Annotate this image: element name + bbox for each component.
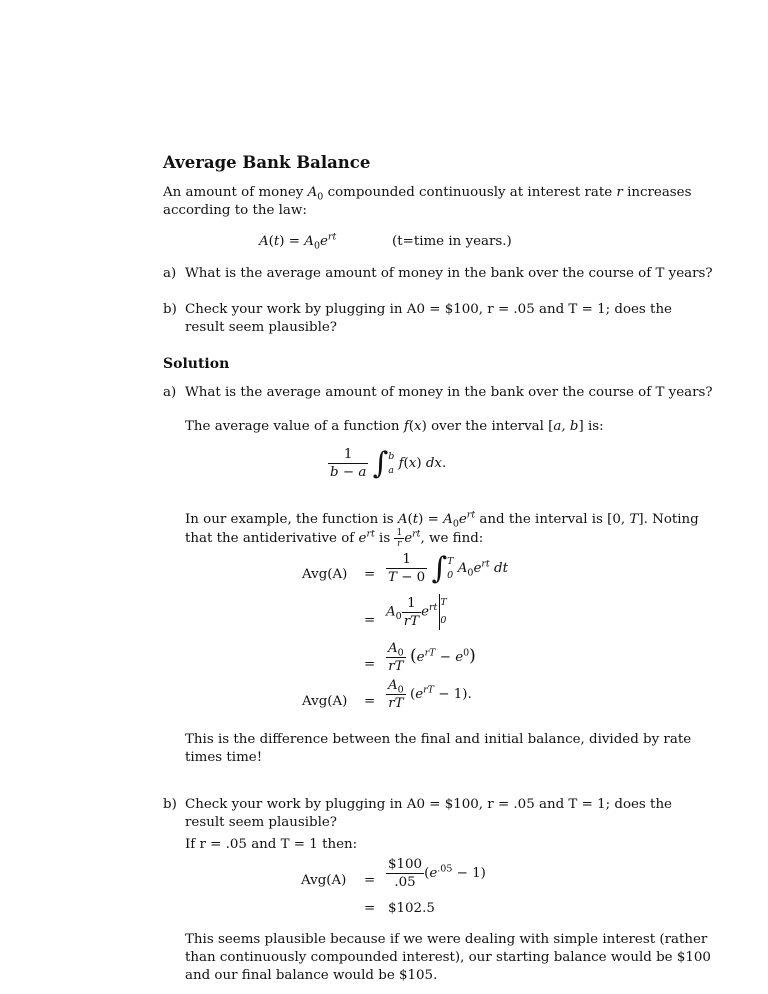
question-b-text-1: Check your work by plugging in A0 = $100, r = .05 and T = 1; does the [185, 302, 672, 317]
question-b-label: b) [163, 302, 177, 317]
avg-formula: $\frac{1}{b - a}$ ∫ b a f(x) dx. [330, 445, 447, 481]
solution-b-text-2: result seem plausible? [185, 815, 337, 830]
example-line-1: In our example, the function is $A(t) = A_0e^{rt}$ and the interval is [0, T]. Noting [185, 509, 699, 530]
solution-b-label: b) [163, 797, 177, 812]
solution-a-text: What is the average amount of money in the bank over the course of T years? [185, 385, 713, 400]
intro-line-2: according to the law: [163, 203, 307, 218]
b-result: $102.5 [388, 901, 435, 916]
solution-heading: Solution [163, 356, 230, 372]
plausible-line-1: This seems plausible because if we were dealing with simple interest (rather [185, 932, 708, 947]
eq-sign-2: = [364, 613, 376, 628]
difference-line-2: times time! [185, 750, 263, 765]
law-note: (t=time in years.) [392, 234, 512, 249]
example-line-2: that the antiderivative of $e^{rt}$ is $\frac{1}{r}$ $e^{rt}$, we find: [185, 528, 484, 549]
eq-sign-b2: = [364, 901, 376, 916]
law-equation: $A(t) = A_0e^{rt}$ [259, 231, 337, 252]
eq-sign-1: = [364, 567, 376, 582]
question-b-text-2: result seem plausible? [185, 320, 337, 335]
eq-rhs-4: $\frac{A_0}{rT}$ $(e^{rT} - 1)$. [388, 678, 472, 711]
b-condition: If r = .05 and T = 1 then: [185, 837, 358, 852]
eq-rhs-3: $\frac{A_0}{rT}$ $(e^{rT} - e^0)$ [388, 641, 476, 674]
eq-rhs-1: $\frac{1}{T - 0}$ ∫ T 0 $A_0e^{rt}$ dt [388, 550, 508, 586]
eq-sign-b1: = [364, 873, 376, 888]
plausible-line-3: and our final balance would be $105. [185, 968, 438, 983]
eq-lhs-4: Avg(A) [302, 694, 348, 709]
eq-sign-4: = [364, 694, 376, 709]
page-title: Average Bank Balance [163, 153, 371, 172]
solution-b-text-1: Check your work by plugging in A0 = $100, r = .05 and T = 1; does the [185, 797, 672, 812]
question-a-label: a) [163, 266, 177, 281]
eq-sign-3: = [364, 657, 376, 672]
plausible-line-2: than continuously compounded interest), our starting balance would be $100 [185, 950, 711, 965]
intro-line-1: An amount of money $A_0$ compounded continuously at interest rate r increases [163, 185, 692, 203]
avg-value-intro: The average value of a function f(x) over the interval [a, b] is: [185, 419, 604, 434]
eq-lhs-1: Avg(A) [302, 567, 348, 582]
eq-rhs-b1: $\frac{\$100}{.05}$ $(e^{.05} - 1)$ [388, 857, 486, 890]
eq-rhs-2: $A_0$ $\frac{1}{rT}$ $e^{rt}$ T 0 [386, 595, 447, 629]
question-a-text: What is the average amount of money in the bank over the course of T years? [185, 266, 713, 281]
solution-a-label: a) [163, 385, 177, 400]
difference-line-1: This is the difference between the final and initial balance, divided by rate [185, 732, 692, 747]
eq-lhs-b: Avg(A) [301, 873, 347, 888]
